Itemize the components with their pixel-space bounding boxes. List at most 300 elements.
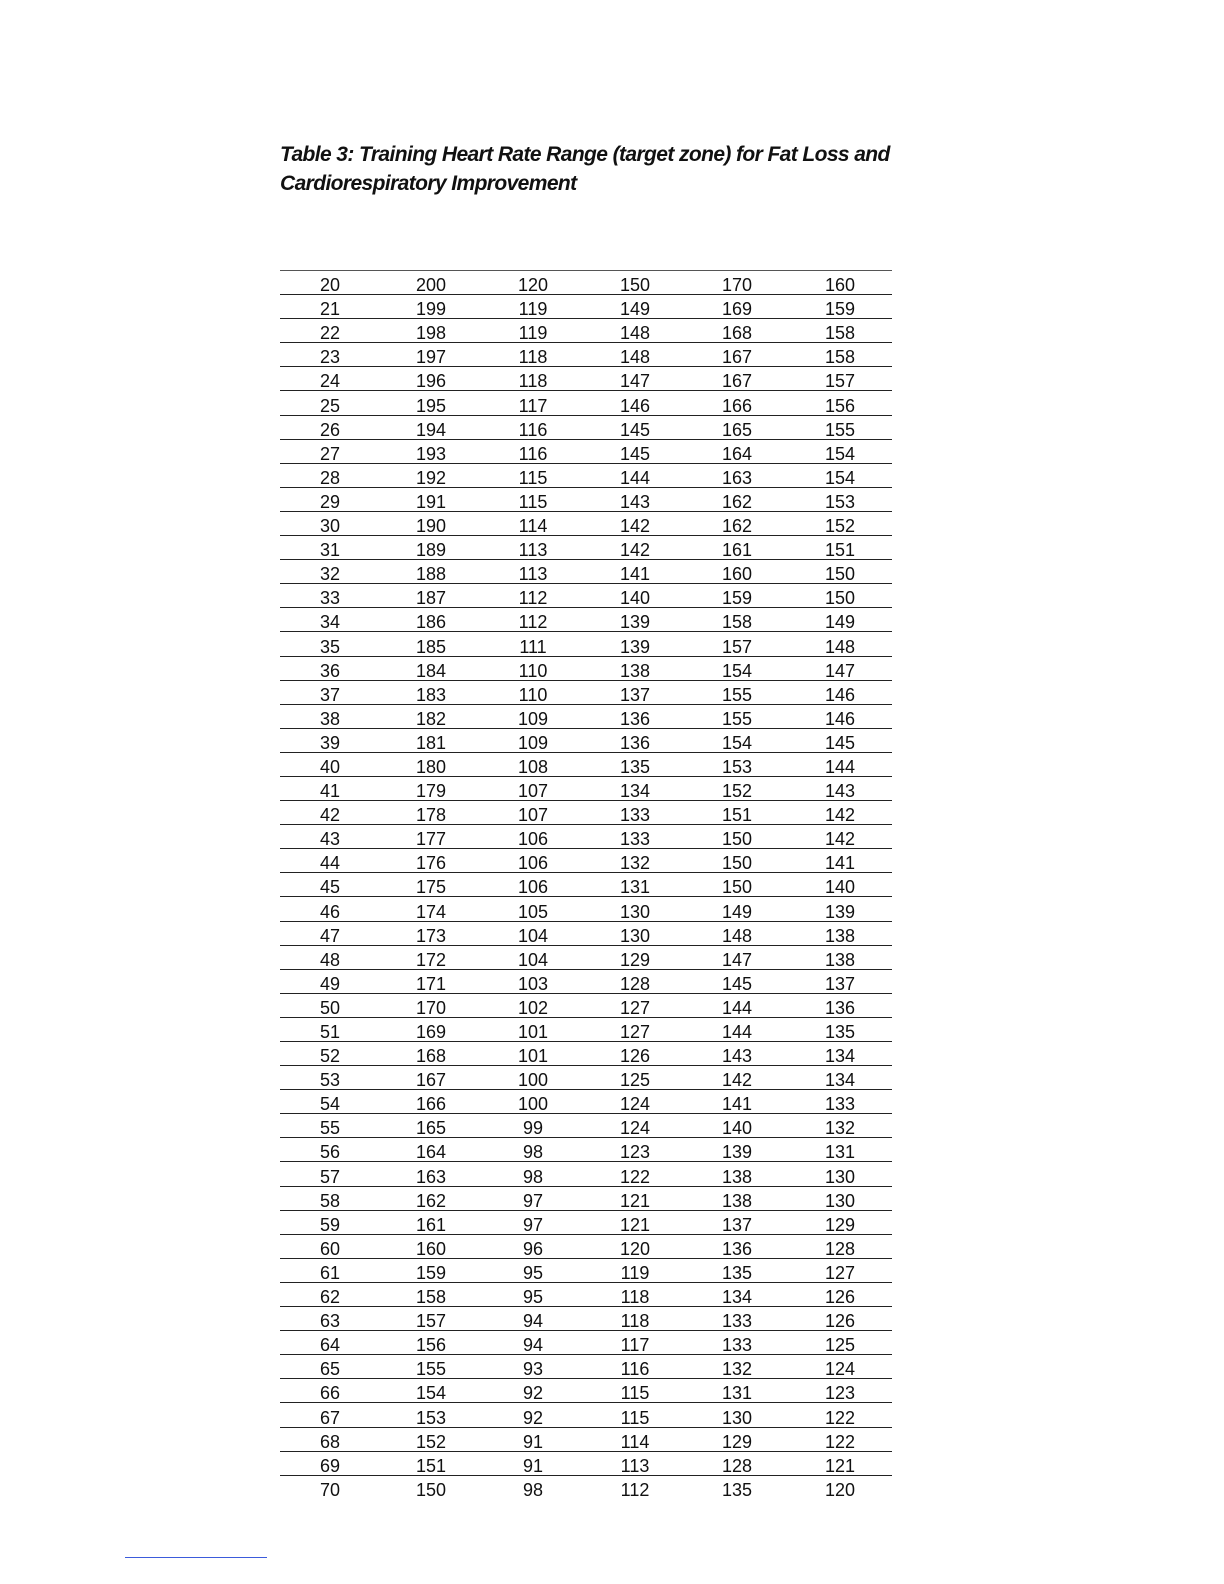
table-cell: 106	[482, 825, 584, 849]
table-row	[280, 632, 892, 656]
table-cell: 94	[482, 1331, 584, 1355]
table-cell: 34	[280, 608, 380, 632]
table-cell: 50	[280, 993, 380, 1017]
table-cell: 168	[380, 1042, 482, 1066]
table-cell: 117	[584, 1331, 686, 1355]
table-cell: 122	[788, 1403, 892, 1427]
table-cell: 151	[788, 536, 892, 560]
table-cell: 172	[380, 945, 482, 969]
table-cell: 150	[415, 1479, 447, 1500]
table-cell: 141	[788, 849, 892, 873]
table-cell: 169	[686, 295, 788, 319]
table-row	[280, 584, 892, 608]
table-row	[280, 511, 892, 535]
table-cell: 139	[584, 608, 686, 632]
table-cell: 145	[584, 415, 686, 439]
table-cell: 102	[482, 993, 584, 1017]
table-cell: 131	[686, 1379, 788, 1403]
table-cell: 181	[380, 728, 482, 752]
table-cell: 185	[380, 632, 482, 656]
table-cell: 126	[788, 1307, 892, 1331]
table-cell: 157	[788, 367, 892, 391]
table-row	[280, 1138, 892, 1162]
table-cell: 92	[482, 1403, 584, 1427]
table-title-line-1: Table 3: Training Heart Rate Range (target zone) for Fat Loss and	[280, 143, 890, 166]
table-cell: 105	[482, 897, 584, 921]
table-cell: 38	[280, 704, 380, 728]
table-cell: 195	[380, 391, 482, 415]
table-cell: 129	[686, 1427, 788, 1451]
table-cell: 37	[280, 680, 380, 704]
table-cell: 144	[584, 463, 686, 487]
table-cell: 65	[280, 1355, 380, 1379]
table-cell: 142	[584, 536, 686, 560]
table-cell: 162	[686, 487, 788, 511]
table-cell: 138	[686, 1162, 788, 1186]
table-cell: 115	[482, 487, 584, 511]
table-cell: 139	[686, 1138, 788, 1162]
table-cell: 187	[380, 584, 482, 608]
table-cell: 107	[482, 776, 584, 800]
table-cell: 143	[584, 487, 686, 511]
table-cell: 146	[788, 704, 892, 728]
table-row	[280, 1427, 892, 1451]
table-cell: 148	[686, 921, 788, 945]
table-row	[280, 1017, 892, 1041]
table-cell: 144	[788, 752, 892, 776]
table-cell: 160	[380, 1234, 482, 1258]
table-row	[280, 1403, 892, 1427]
table-cell: 53	[280, 1066, 380, 1090]
table-cell: 128	[584, 969, 686, 993]
table-cell: 98	[522, 1479, 544, 1500]
table-cell: 148	[584, 319, 686, 343]
table-cell: 143	[788, 776, 892, 800]
table-cell: 116	[482, 415, 584, 439]
table-row	[280, 945, 892, 969]
table-cell: 44	[280, 849, 380, 873]
table-cell: 112	[620, 1479, 650, 1500]
table-cell: 167	[686, 367, 788, 391]
table-cell: 171	[380, 969, 482, 993]
table-cell: 176	[380, 849, 482, 873]
table-row	[280, 1114, 892, 1138]
table-cell: 134	[788, 1042, 892, 1066]
table-row	[280, 993, 892, 1017]
table-cell: 100	[482, 1090, 584, 1114]
table-cell: 149	[788, 608, 892, 632]
table-cell: 150	[584, 271, 686, 295]
table-cell: 103	[482, 969, 584, 993]
table-row	[280, 656, 892, 680]
table-row	[280, 1042, 892, 1066]
table-cell: 26	[280, 415, 380, 439]
table-row	[280, 1451, 892, 1475]
table-cell: 58	[280, 1186, 380, 1210]
table-cell: 61	[280, 1258, 380, 1282]
table-row	[280, 801, 892, 825]
table-cell: 118	[482, 367, 584, 391]
table-cell: 139	[584, 632, 686, 656]
table-cell: 59	[280, 1210, 380, 1234]
table-cell: 124	[788, 1355, 892, 1379]
table-cell: 123	[788, 1379, 892, 1403]
table-cell: 95	[482, 1258, 584, 1282]
table-cell: 173	[380, 921, 482, 945]
table-cell: 123	[584, 1138, 686, 1162]
table-cell: 135	[721, 1479, 753, 1500]
table-cell: 125	[584, 1066, 686, 1090]
table-cell: 160	[788, 271, 892, 295]
table-row	[280, 1331, 892, 1355]
table-cell: 167	[686, 343, 788, 367]
table-cell: 66	[280, 1379, 380, 1403]
table-cell: 145	[788, 728, 892, 752]
table-row	[280, 463, 892, 487]
table-cell: 101	[482, 1042, 584, 1066]
table-row	[280, 343, 892, 367]
table-cell: 119	[584, 1258, 686, 1282]
table-cell: 138	[584, 656, 686, 680]
table-cell: 133	[584, 801, 686, 825]
table-cell: 154	[686, 656, 788, 680]
table-cell: 134	[686, 1282, 788, 1306]
table-cell: 183	[380, 680, 482, 704]
table-row	[280, 295, 892, 319]
table-cell: 132	[788, 1114, 892, 1138]
table-cell: 147	[686, 945, 788, 969]
table-cell: 152	[380, 1427, 482, 1451]
table-cell: 158	[686, 608, 788, 632]
table-cell: 138	[788, 921, 892, 945]
table-cell: 42	[280, 801, 380, 825]
table-cell: 52	[280, 1042, 380, 1066]
table-cell: 191	[380, 487, 482, 511]
table-row	[280, 536, 892, 560]
heart-rate-table	[280, 270, 892, 1499]
table-cell: 129	[584, 945, 686, 969]
table-row	[280, 776, 892, 800]
table-cell: 51	[280, 1017, 380, 1041]
table-cell: 135	[686, 1258, 788, 1282]
table-cell: 165	[686, 415, 788, 439]
table-cell: 122	[584, 1162, 686, 1186]
table-cell: 192	[380, 463, 482, 487]
table-cell: 199	[380, 295, 482, 319]
table-cell: 29	[280, 487, 380, 511]
table-cell: 164	[380, 1138, 482, 1162]
table-cell: 113	[482, 560, 584, 584]
table-row	[280, 319, 892, 343]
table-cell: 127	[584, 993, 686, 1017]
table-cell: 114	[482, 511, 584, 535]
table-cell: 45	[280, 873, 380, 897]
table-cell: 174	[380, 897, 482, 921]
table-cell: 132	[686, 1355, 788, 1379]
table-cell: 156	[788, 391, 892, 415]
table-cell: 115	[584, 1379, 686, 1403]
table-cell: 158	[788, 343, 892, 367]
table-cell: 48	[280, 945, 380, 969]
table-cell: 167	[380, 1066, 482, 1090]
table-row	[280, 704, 892, 728]
table-row	[280, 608, 892, 632]
table-row	[280, 1090, 892, 1114]
table-cell: 92	[482, 1379, 584, 1403]
table-cell: 128	[686, 1451, 788, 1475]
table-cell: 153	[788, 487, 892, 511]
table-cell: 122	[788, 1427, 892, 1451]
table-cell: 194	[380, 415, 482, 439]
table-row	[280, 1307, 892, 1331]
table-cell: 155	[380, 1355, 482, 1379]
table-cell: 23	[280, 343, 380, 367]
table-cell: 31	[280, 536, 380, 560]
table-cell: 140	[686, 1114, 788, 1138]
table-cell: 146	[788, 680, 892, 704]
table-cell: 109	[482, 704, 584, 728]
table-cell: 132	[584, 849, 686, 873]
table-cell: 104	[482, 945, 584, 969]
table-cell: 148	[584, 343, 686, 367]
table-row	[280, 1475, 892, 1499]
table-cell: 121	[788, 1451, 892, 1475]
table-cell: 118	[482, 343, 584, 367]
table-cell: 154	[788, 439, 892, 463]
table-cell: 198	[380, 319, 482, 343]
table-cell: 188	[380, 560, 482, 584]
table-cell: 116	[482, 439, 584, 463]
table-cell: 109	[482, 728, 584, 752]
table-cell: 112	[482, 608, 584, 632]
table-cell: 67	[280, 1403, 380, 1427]
table-cell: 95	[482, 1282, 584, 1306]
table-cell: 153	[380, 1403, 482, 1427]
table-row	[280, 680, 892, 704]
table-cell: 189	[380, 536, 482, 560]
table-cell: 138	[788, 945, 892, 969]
table-cell: 177	[380, 825, 482, 849]
table-cell: 55	[280, 1114, 380, 1138]
table-cell: 24	[280, 367, 380, 391]
table-cell: 133	[584, 825, 686, 849]
table-cell: 98	[482, 1162, 584, 1186]
table-cell: 150	[788, 584, 892, 608]
table-cell: 149	[584, 295, 686, 319]
table-cell: 39	[280, 728, 380, 752]
table-cell: 147	[584, 367, 686, 391]
table-cell: 130	[788, 1162, 892, 1186]
table-cell: 98	[482, 1138, 584, 1162]
table-cell: 32	[280, 560, 380, 584]
table-cell: 97	[482, 1210, 584, 1234]
table-cell: 49	[280, 969, 380, 993]
table-row	[280, 1210, 892, 1234]
table-cell: 136	[584, 704, 686, 728]
table-cell: 140	[584, 584, 686, 608]
table-cell: 165	[380, 1114, 482, 1138]
table-row	[280, 487, 892, 511]
table-cell: 153	[686, 752, 788, 776]
table-cell: 113	[482, 536, 584, 560]
table-cell: 33	[280, 584, 380, 608]
table-cell: 145	[584, 439, 686, 463]
table-row	[280, 752, 892, 776]
table-cell: 25	[280, 391, 380, 415]
table-cell: 41	[280, 776, 380, 800]
table-cell: 133	[788, 1090, 892, 1114]
table-cell: 70	[319, 1479, 341, 1500]
table-row	[280, 969, 892, 993]
table-cell: 146	[584, 391, 686, 415]
table-cell: 140	[788, 873, 892, 897]
table-cell: 182	[380, 704, 482, 728]
table-cell: 27	[280, 439, 380, 463]
table-row	[280, 728, 892, 752]
table-cell: 118	[584, 1282, 686, 1306]
table-cell: 161	[380, 1210, 482, 1234]
table-cell: 21	[280, 295, 380, 319]
table-cell: 155	[686, 704, 788, 728]
table-cell: 118	[584, 1307, 686, 1331]
table-row	[280, 560, 892, 584]
footnote-separator	[125, 1557, 267, 1558]
table-cell: 161	[686, 536, 788, 560]
table-cell: 97	[482, 1186, 584, 1210]
table-cell: 124	[584, 1114, 686, 1138]
table-cell: 64	[280, 1331, 380, 1355]
table-cell: 159	[686, 584, 788, 608]
table-row	[280, 1186, 892, 1210]
table-cell: 106	[482, 873, 584, 897]
table-cell: 112	[482, 584, 584, 608]
table-cell: 68	[280, 1427, 380, 1451]
table-cell: 127	[584, 1017, 686, 1041]
table-title-line-2: Cardiorespiratory Improvement	[280, 172, 577, 195]
table-cell: 120	[824, 1479, 856, 1500]
table-cell: 160	[686, 560, 788, 584]
table-row	[280, 1355, 892, 1379]
table-cell: 150	[686, 825, 788, 849]
table-cell: 169	[380, 1017, 482, 1041]
table-row	[280, 1234, 892, 1258]
table-cell: 136	[686, 1234, 788, 1258]
table-cell: 137	[788, 969, 892, 993]
table-cell: 126	[788, 1282, 892, 1306]
table-cell: 159	[380, 1258, 482, 1282]
table-cell: 120	[584, 1234, 686, 1258]
table-cell: 91	[482, 1427, 584, 1451]
table-cell: 139	[788, 897, 892, 921]
table-row	[280, 849, 892, 873]
table-cell: 144	[686, 993, 788, 1017]
table-cell: 47	[280, 921, 380, 945]
table-cell: 162	[380, 1186, 482, 1210]
table-cell: 43	[280, 825, 380, 849]
table-cell: 113	[584, 1451, 686, 1475]
table-row	[280, 1379, 892, 1403]
table-row	[280, 1162, 892, 1186]
table-cell: 142	[584, 511, 686, 535]
table-cell: 62	[280, 1282, 380, 1306]
table-cell: 20	[280, 271, 380, 295]
table-cell: 40	[280, 752, 380, 776]
table-cell: 163	[686, 463, 788, 487]
table-cell: 151	[380, 1451, 482, 1475]
table-cell: 130	[584, 921, 686, 945]
table-cell: 190	[380, 511, 482, 535]
table-cell: 110	[482, 656, 584, 680]
table-cell: 135	[788, 1017, 892, 1041]
table-cell: 100	[482, 1066, 584, 1090]
table-cell: 104	[482, 921, 584, 945]
table-cell: 56	[280, 1138, 380, 1162]
table-cell: 150	[686, 873, 788, 897]
table-cell: 108	[482, 752, 584, 776]
table-cell: 144	[686, 1017, 788, 1041]
table-cell: 99	[482, 1114, 584, 1138]
table-cell: 114	[584, 1427, 686, 1451]
table-cell: 136	[788, 993, 892, 1017]
table-cell: 35	[280, 632, 380, 656]
table-cell: 116	[584, 1355, 686, 1379]
table-cell: 155	[686, 680, 788, 704]
table-cell: 168	[686, 319, 788, 343]
table-cell: 186	[380, 608, 482, 632]
table-cell: 69	[280, 1451, 380, 1475]
table-cell: 155	[788, 415, 892, 439]
table-cell: 129	[788, 1210, 892, 1234]
table-cell: 142	[686, 1066, 788, 1090]
table-cell: 157	[686, 632, 788, 656]
table-cell: 133	[686, 1331, 788, 1355]
table-cell: 117	[482, 391, 584, 415]
table-cell: 163	[380, 1162, 482, 1186]
table-cell: 54	[280, 1090, 380, 1114]
table-cell: 184	[380, 656, 482, 680]
table-cell: 125	[788, 1331, 892, 1355]
table-cell: 101	[482, 1017, 584, 1041]
table-cell: 30	[280, 511, 380, 535]
table-cell: 60	[280, 1234, 380, 1258]
table-cell: 166	[380, 1090, 482, 1114]
table-cell: 159	[788, 295, 892, 319]
table-cell: 91	[482, 1451, 584, 1475]
table-row	[280, 439, 892, 463]
table-cell: 119	[482, 295, 584, 319]
table-cell: 157	[380, 1307, 482, 1331]
table-cell: 142	[788, 825, 892, 849]
table-row	[280, 825, 892, 849]
heart-rate-table-body	[280, 271, 892, 1499]
table-cell: 121	[584, 1186, 686, 1210]
table-cell: 138	[686, 1186, 788, 1210]
table-cell: 154	[380, 1379, 482, 1403]
table-cell: 151	[686, 801, 788, 825]
table-cell: 196	[380, 367, 482, 391]
table-cell: 46	[280, 897, 380, 921]
table-row	[280, 897, 892, 921]
table-cell: 137	[584, 680, 686, 704]
table-cell: 197	[380, 343, 482, 367]
table-cell: 121	[584, 1210, 686, 1234]
table-cell: 124	[584, 1090, 686, 1114]
table-cell: 130	[686, 1403, 788, 1427]
table-cell: 162	[686, 511, 788, 535]
table-cell: 131	[788, 1138, 892, 1162]
table-cell: 164	[686, 439, 788, 463]
table-title	[280, 140, 920, 198]
